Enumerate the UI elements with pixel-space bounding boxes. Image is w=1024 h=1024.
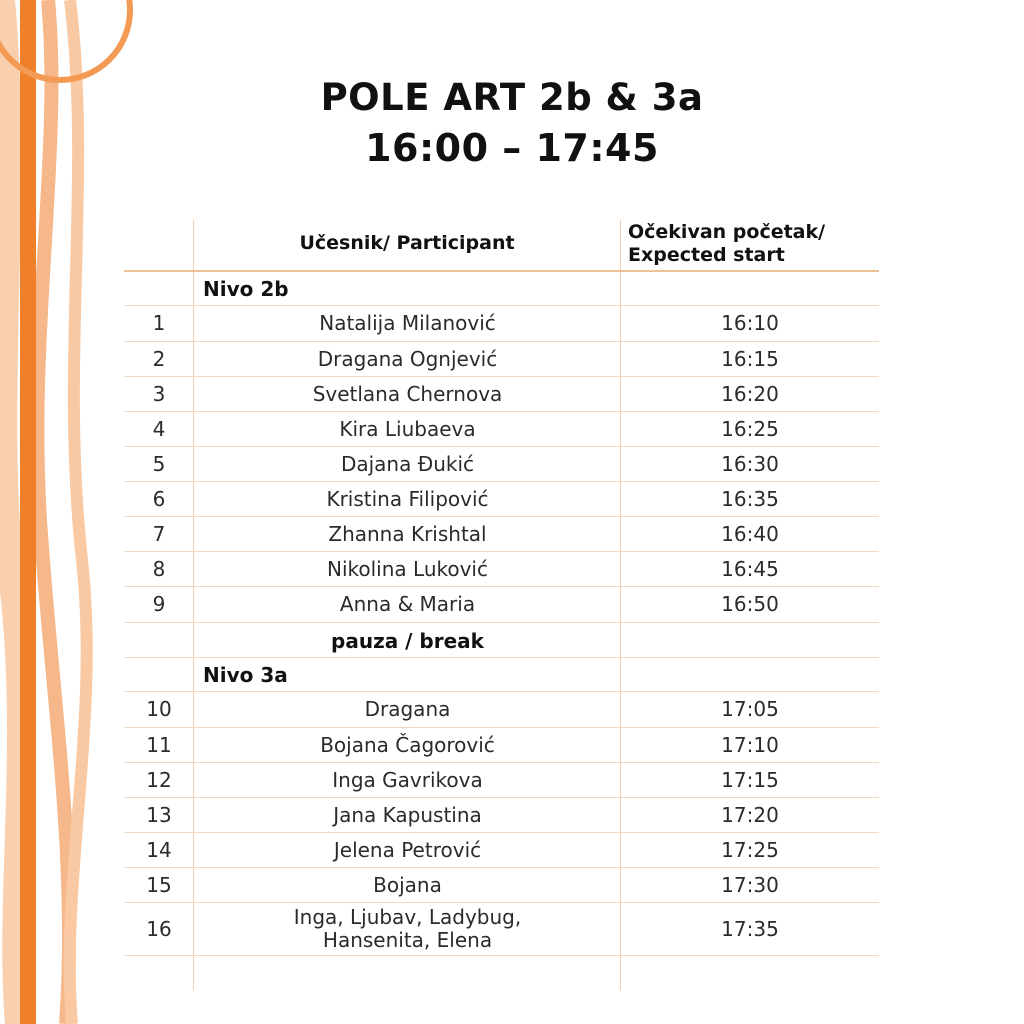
participant-name: Nikolina Luković	[327, 557, 488, 581]
expected-start: 17:05	[721, 697, 779, 721]
table-row	[124, 482, 879, 517]
table-row	[124, 798, 879, 833]
page-title: POLE ART 2b & 3a	[320, 76, 704, 119]
column-header-expected-start-line2: Expected start	[628, 244, 785, 266]
row-number: 16	[146, 916, 172, 941]
table-row	[124, 868, 879, 903]
participant-name: Dajana Đukić	[340, 452, 475, 476]
table-row	[124, 412, 879, 447]
page-time-range: 16:00 – 17:45	[365, 126, 659, 170]
participant-name: Kira Liubaeva	[339, 417, 476, 441]
row-number: 13	[146, 803, 172, 827]
participant-name: Jana Kapustina	[333, 803, 482, 827]
participant-name: Dragana Ognjević	[317, 347, 498, 371]
expected-start: 17:35	[721, 916, 779, 941]
participant-name: Anna & Maria	[339, 592, 476, 616]
row-number: 4	[152, 417, 166, 441]
break-row	[124, 623, 879, 658]
expected-start: 17:10	[721, 733, 779, 757]
expected-start: 16:20	[721, 382, 779, 406]
table-row	[124, 728, 879, 763]
expected-start: 16:10	[721, 311, 779, 335]
participant-name: Dragana	[364, 697, 451, 721]
expected-start: 16:15	[721, 347, 779, 371]
row-number: 1	[152, 311, 166, 335]
row-number: 14	[146, 838, 172, 862]
row-number: 5	[152, 452, 166, 476]
section-label: Nivo 2b	[203, 276, 289, 301]
break-label: pauza / break	[331, 628, 484, 653]
table-row	[124, 903, 879, 955]
expected-start: 17:25	[721, 838, 779, 862]
expected-start: 16:25	[721, 417, 779, 441]
row-number: 6	[152, 487, 166, 511]
table-row	[124, 692, 879, 727]
row-number: 7	[152, 522, 166, 546]
section-label: Nivo 3a	[203, 662, 288, 687]
section-row	[124, 272, 879, 305]
participant-name-line2: Hansenita, Elena	[322, 928, 493, 952]
participant-name: Natalija Milanović	[319, 311, 496, 335]
participant-name	[194, 903, 621, 955]
participant-name: Jelena Petrović	[333, 838, 482, 862]
expected-start: 17:30	[721, 873, 779, 897]
table-row	[124, 342, 879, 377]
row-number: 15	[146, 873, 172, 897]
participant-name: Kristina Filipović	[326, 487, 489, 511]
row-number: 8	[152, 557, 166, 581]
section-row	[124, 658, 879, 691]
table-row	[124, 517, 879, 552]
row-number: 2	[152, 347, 166, 371]
column-header-expected-start	[628, 221, 888, 267]
table-row	[124, 763, 879, 798]
column-header-expected-start-line1: Očekivan početak/	[628, 221, 826, 243]
expected-start: 16:35	[721, 487, 779, 511]
table-row	[124, 552, 879, 587]
row-number: 10	[146, 697, 172, 721]
expected-start: 16:50	[721, 592, 779, 616]
column-header-participant: Učesnik/ Participant	[299, 232, 515, 254]
row-divider	[124, 955, 879, 956]
row-number: 12	[146, 768, 172, 792]
row-number: 9	[152, 592, 166, 616]
participant-name: Inga Gavrikova	[332, 768, 483, 792]
table-row	[124, 377, 879, 412]
expected-start: 16:40	[721, 522, 779, 546]
participant-name: Bojana Čagorović	[320, 733, 495, 757]
participant-name: Bojana	[373, 873, 442, 897]
participant-name: Zhanna Krishtal	[328, 522, 487, 546]
table-row	[124, 447, 879, 482]
table-row	[124, 306, 879, 341]
expected-start: 16:30	[721, 452, 779, 476]
participant-name-line1: Inga, Ljubav, Ladybug,	[293, 905, 522, 929]
table-row	[124, 587, 879, 622]
participant-name: Svetlana Chernova	[312, 382, 503, 406]
row-number: 3	[152, 382, 166, 406]
table-row	[124, 833, 879, 868]
row-number: 11	[146, 733, 172, 757]
expected-start: 16:45	[721, 557, 779, 581]
expected-start: 17:20	[721, 803, 779, 827]
expected-start: 17:15	[721, 768, 779, 792]
